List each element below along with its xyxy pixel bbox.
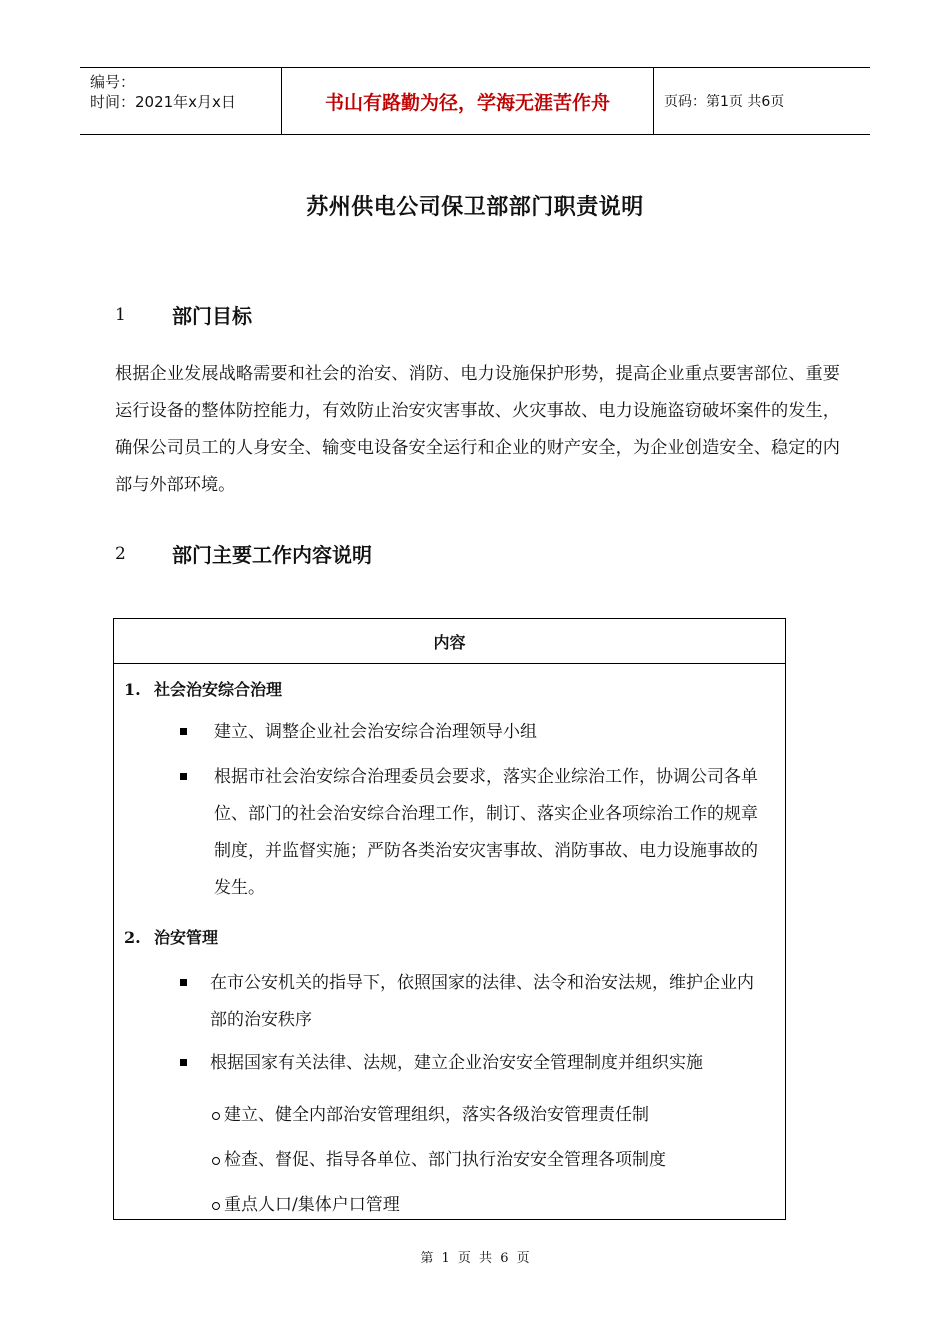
section-1-heading: [115, 300, 252, 329]
header-meta: [80, 68, 281, 134]
group-1-title: 社会治安综合治理: [154, 680, 283, 699]
square-bullet-icon: [180, 773, 187, 780]
page-title: 苏州供电公司保卫部部门职责说明: [306, 195, 644, 220]
department-goal-paragraph: 根据企业发展战略需要和社会的治安、消防、电力设施保护形势，提高企业重点要害部位、重要运行设备的整体防控能力，有效防止治安灾害事故、火灾事故、电力设施盗窃破坏案件的发生，确保公司员工的人身安全、输变电设备安全运行和企业的财产安全，为企业创造安全、稳定的内部与外部环境。: [115, 364, 840, 495]
sub-list-item: 重点人口/集体户口管理: [212, 1190, 400, 1215]
list-item: 根据国家有关法律、法规，建立企业治安安全管理制度并组织实施: [180, 1045, 770, 1082]
section-1-number: 1: [115, 304, 126, 325]
group-1-heading: [124, 677, 282, 700]
group-2-title: 治安管理: [154, 928, 219, 947]
table-header: 内容: [114, 619, 785, 664]
section-2-title: 部门主要工作内容说明: [172, 543, 372, 567]
sub-list-item: 建立、健全内部治安管理组织，落实各级治安管理责任制: [212, 1100, 649, 1125]
square-bullet-icon: [180, 1059, 187, 1066]
header-page-info: 页码：第1页 共6页: [664, 94, 785, 110]
group-2-heading: [124, 925, 218, 948]
code-label: 编号：: [90, 73, 136, 91]
square-bullet-icon: [180, 979, 187, 986]
circle-bullet-icon: [212, 1157, 220, 1165]
content-table: [113, 618, 786, 1220]
circle-bullet-icon: [212, 1112, 220, 1120]
group-2-number: 2.: [124, 928, 141, 947]
list-item: 建立、调整企业社会治安综合治理领导小组: [180, 714, 770, 751]
page-footer: 第 1 页 共 6 页: [420, 1251, 530, 1266]
circle-bullet-icon: [212, 1202, 220, 1210]
sub-list-item: 检查、督促、指导各单位、部门执行治安安全管理各项制度: [212, 1145, 666, 1170]
document-header: [80, 67, 870, 135]
time-label: 时间：2021年x月x日: [90, 93, 236, 111]
list-item: 根据市社会治安综合治理委员会要求，落实企业综治工作，协调公司各单位、部门的社会治安综合治理工作，制订、落实企业各项综治工作的规章制度，并监督实施；严防各类治安灾害事故、消防事故、电力设施事故的发生。: [180, 759, 770, 907]
header-motto: 书山有路勤为径，学海无涯苦作舟: [281, 68, 654, 134]
square-bullet-icon: [180, 728, 187, 735]
section-2-heading: [115, 539, 372, 568]
section-2-number: 2: [115, 543, 126, 564]
list-item: 在市公安机关的指导下，依照国家的法律、法令和治安法规，维护企业内部的治安秩序: [180, 965, 770, 1039]
group-1-number: 1.: [124, 680, 141, 699]
section-1-title: 部门目标: [172, 304, 252, 328]
